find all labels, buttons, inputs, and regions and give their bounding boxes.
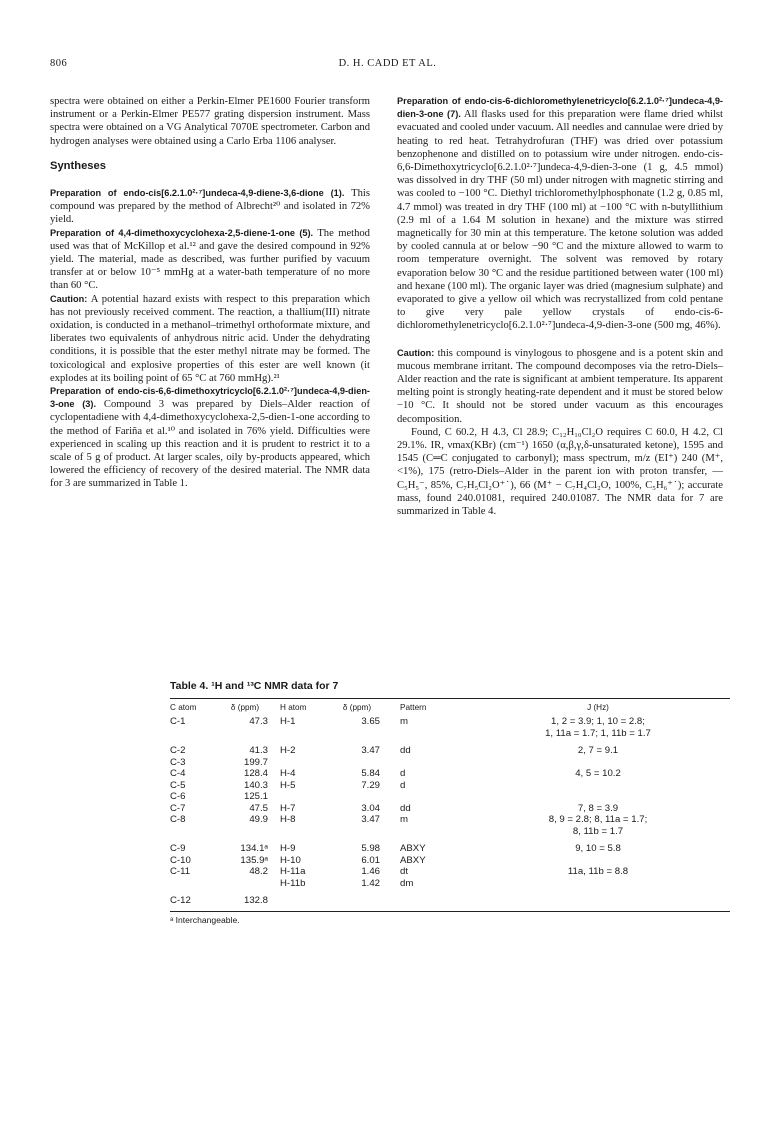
cell-pattern: dd [400, 745, 411, 756]
cell-c-atom: C-5 [170, 779, 186, 791]
cell-h-shift: 5.84 [361, 768, 380, 779]
cell-pattern: dd [400, 802, 411, 814]
cell-c-shift: 132.8 [243, 895, 268, 906]
prep-5-title: Preparation of 4,4-dimethoxycyclohexa-2,5-diene-1-one (5). [50, 227, 314, 238]
cell-c-shift: 41.3 [249, 745, 268, 756]
cell-j [466, 855, 730, 867]
cell-h-atom: H-4 [280, 768, 296, 779]
cell-j: 1, 2 = 3.9; 1, 10 = 2.8; [551, 716, 645, 727]
cell-c-atom: C-11 [170, 866, 191, 877]
cell-c-shift: 135.9ᵃ [240, 854, 268, 866]
nmr-table [170, 699, 730, 907]
cell-c-atom: C-6 [170, 791, 186, 802]
cell-pattern [400, 757, 466, 769]
cell-h-shift [334, 826, 400, 838]
cell-h-atom [280, 889, 334, 907]
cell-c-atom: C-7 [170, 802, 186, 814]
cell-c-atom [170, 878, 222, 890]
cell-c-shift [222, 878, 280, 890]
caution-2-title: Caution: [397, 347, 435, 358]
caution-title: Caution: [50, 293, 88, 304]
caution-body: A potential hazard exists with respect to this preparation which has not previously received comment. The reaction, a thallium(III) nitrate oxidation, is conducted in a methanol–trimethyl orthoformate mixture, and liberates two equivalents of anhydrous nitric acid. Under the dehydrating conditions, it is possible that the ester methyl nitrate may be formed. The toxicological and explosive properties of this ester are well known (it explodes at its boiling point of 65 °C at 760 mmHg).²¹ [50, 293, 370, 384]
cell-h-shift: 1.42 [361, 877, 380, 889]
cell-pattern: dm [400, 877, 414, 889]
cell-h-shift: 6.01 [361, 854, 380, 866]
prep-3-body: Compound 3 was prepared by Diels–Alder reaction of cyclopentadiene with 4,4-dimethoxycyclohexa-2,5-dien-1-one according to the method of Fariña et al.¹⁰ and isolated in 76% yield. Difficulties were experienced in scaling up this reaction and it is prudent to restrict it to a scale of 5 g of product. At larger scales, oily by-products appeared, which lowered the efficiency of recovery of the desired material. The NMR data for 3 are summarized in Table 1. [50, 399, 370, 490]
analysis-paragraph: Found, C 60.2, H 4.3, Cl 28.9; C₁₂H₁₀Cl₂O requires C 60.0, H 4.2, Cl 29.1%. IR, νmax(KBr) (cm⁻¹) 1650 (α,β,γ,δ-unsaturated ketone), 1595 and 1545 (C═C conjugated to carbonyl); mass spectrum, m/z (EI⁺) 240 (M⁺, <1%), 175 (retro-Diels–Alder in the parent ion with proton transfer, —C₅H₅⁻, 85%, C₇H₅Cl₂O⁺˙), 66 (M⁺ − C₇H₄Cl₂O, 100%, C₅H₆⁺˙); accurate mass, found 240.01081, required 240.01087. The NMR data for 7 are summarized in Table 4. [397, 426, 723, 518]
cell-j [466, 878, 730, 890]
cell-c-shift: 47.3 [249, 716, 268, 727]
cell-h-atom: H-2 [280, 745, 296, 756]
page-header [50, 58, 725, 72]
page-number: 806 [50, 58, 68, 69]
cell-c-shift: 48.2 [249, 866, 268, 877]
table-row [170, 814, 730, 826]
cell-pattern [400, 826, 466, 838]
cell-h-shift: 3.04 [361, 802, 380, 814]
cell-j [466, 889, 730, 907]
cell-c-shift: 140.3 [243, 779, 268, 791]
cell-j: 11a, 11b = 8.8 [567, 866, 629, 877]
cell-h-shift [334, 791, 400, 803]
table-row [170, 855, 730, 867]
cell-c-atom: C-8 [170, 814, 186, 825]
cell-h-shift [334, 889, 400, 907]
prep-3-paragraph [50, 385, 370, 491]
cell-j: 1, 11a = 1.7; 1, 11b = 1.7 [545, 727, 651, 739]
table-header-row [170, 699, 730, 716]
caution-paragraph [50, 293, 370, 385]
prep-3-title: Preparation of endo-cis-6,6-dimethoxytricyclo[6.2.1.0²·⁷]undeca-4,9-dien-3-one (3). [50, 386, 370, 410]
col-header-pattern: Pattern [400, 703, 427, 712]
prep-1-body: This compound was prepared by the method of Albrecht²⁰ and isolated in 72% yield. [50, 188, 370, 226]
cell-j: 8, 9 = 2.8; 8, 11a = 1.7; [548, 814, 648, 825]
cell-c-atom [170, 728, 222, 740]
running-head: D. H. CADD ET AL. [338, 58, 437, 69]
cell-j: 8, 11b = 1.7 [572, 825, 624, 837]
table-row [170, 768, 730, 780]
cell-h-shift: 7.29 [361, 779, 380, 791]
col-header-c-shift: δ (ppm) [230, 703, 260, 712]
cell-h-shift: 1.46 [361, 866, 380, 877]
cell-h-atom [280, 728, 334, 740]
table-row [170, 837, 730, 855]
cell-c-atom [170, 826, 222, 838]
cell-c-shift: 128.4 [243, 768, 268, 779]
cell-c-atom: C-3 [170, 756, 186, 768]
cell-c-atom: C-4 [170, 768, 186, 779]
cell-h-atom: H-5 [280, 779, 296, 791]
cell-h-atom: H-10 [280, 854, 301, 866]
cell-pattern [400, 728, 466, 740]
cell-h-atom: H-11a [280, 866, 306, 877]
cell-c-atom: C-10 [170, 854, 191, 866]
table-row [170, 739, 730, 757]
cell-h-atom: H-11b [280, 877, 306, 889]
table-body [170, 716, 730, 907]
prep-7-paragraph [397, 95, 723, 333]
right-column [397, 95, 723, 518]
cell-j: 4, 5 = 10.2 [575, 768, 621, 779]
table-row [170, 889, 730, 907]
table-row [170, 803, 730, 815]
prep-5-paragraph [50, 227, 370, 293]
prep-1-title: Preparation of endo-cis[6.2.1.0²·⁷]undeca-4,9-diene-3,6-dione (1). [50, 188, 345, 199]
cell-pattern: ABXY [400, 843, 426, 854]
left-column [50, 95, 370, 491]
cell-h-atom [280, 826, 334, 838]
cell-j: 9, 10 = 5.8 [575, 843, 621, 854]
cell-pattern: ABXY [400, 854, 426, 866]
cell-c-atom: C-2 [170, 745, 186, 756]
intro-paragraph: spectra were obtained on either a Perkin-Elmer PE1600 Fourier transform instrument or a Perkin-Elmer PE577 grating dispersion instrument. Mass spectra were obtained on a VG Analytical 7070E spectrometer. Carbon and hydrogen analyses were obtained using a Carlo Erba 1106 analyser. [50, 96, 370, 147]
section-heading: Syntheses [50, 159, 106, 172]
cell-pattern [400, 791, 466, 803]
table-row [170, 826, 730, 838]
cell-h-shift [334, 728, 400, 740]
prep-7-body: All flasks used for this preparation were flame dried whilst evacuated and cooled under vacuum. All needles and cannulae were dried by heating to red heat. Tetrahydrofuran (THF) was dried over potassium benzophenone and distilled on to potassium wire under nitrogen. endo-cis-6,6-Dimethoxytricyclo[6.2.1.0²·⁷]undeca-4,9-dien-3-one (1 g, 4.5 mmol) was dissolved in dry THF (50 ml) under nitrogen with magnetic stirring and was cooled to −100 °C. Diethyl trichloromethylphosphonate (1.2 g, 0.85 ml, 4.7 mmol) was treated in dry THF (100 ml) at −100 °C with n-butyllithium (2.9 ml of a 1.64 M solution in hexane) and the mixture was stirred magnetically for 30 min at this temperature. The ketone solution was added by cooled cannula at or below −90 °C and the mixture allowed to warm to room temperature overnight. The solvent was removed by rotary evaporation below 30 °C and the residue partitioned between water (100 ml) and hexane (100 ml). The organic layer was dried (magnesium sulphate) and evaporated to give a yellow oil which was recrystallized from cold pentane to give very pale yellow crystals of endo-cis-6-dichloromethylenetricyclo[6.2.1.0²·⁷]undeca-4,9-dien-3-one (500 mg, 46%). [397, 109, 723, 332]
table-row [170, 780, 730, 792]
cell-h-atom: H-1 [280, 716, 296, 727]
nmr-table-block [170, 680, 730, 925]
table-footnote: ᵃ Interchangeable. [170, 914, 240, 925]
cell-c-shift [222, 826, 280, 838]
table-row [170, 791, 730, 803]
cell-c-shift: 47.5 [249, 802, 268, 814]
table-row [170, 866, 730, 878]
cell-c-atom: C-1 [170, 716, 186, 727]
cell-j [466, 757, 730, 769]
prep-1-paragraph [50, 187, 370, 227]
cell-j [466, 780, 730, 792]
cell-h-shift: 3.47 [361, 814, 380, 825]
caution-2-body: this compound is vinylogous to phosgene and is a potent skin and mucous membrane irritant. The compound decomposes via the retro-Diels–Alder reaction and the rate is significant at ambient temperature. Its apparent melting point is strongly heating-rate dependent and it must be stored below −10 °C. It should not be stored under vacuum as this encourages decomposition. [397, 347, 723, 425]
cell-h-shift [334, 757, 400, 769]
cell-pattern: dt [400, 866, 409, 877]
cell-pattern: d [400, 779, 406, 791]
table-header [170, 699, 730, 716]
cell-j: 2, 7 = 9.1 [577, 745, 619, 756]
cell-c-shift: 134.1ᵃ [240, 843, 268, 854]
col-header-h-atom: H atom [280, 703, 307, 712]
cell-h-atom: H-8 [280, 814, 296, 825]
cell-j [466, 791, 730, 803]
cell-pattern [400, 889, 466, 907]
col-header-h-shift: δ (ppm) [342, 703, 372, 712]
cell-h-shift: 3.47 [361, 745, 380, 756]
cell-h-atom: H-9 [280, 843, 296, 854]
cell-c-shift: 199.7 [243, 756, 268, 768]
cell-h-shift: 3.65 [361, 716, 380, 727]
cell-c-shift [222, 728, 280, 740]
table-row [170, 728, 730, 740]
cell-pattern: m [400, 814, 408, 825]
cell-h-shift: 5.98 [361, 843, 380, 854]
prep-5-body: The method used was that of McKillop et al.¹² and gave the desired compound in 92% yield. The material, made as described, was further purified by vacuum transfer at or below 10⁻⁵ mmHg at a water-bath temperature of no more than 60 °C. [50, 227, 370, 292]
col-header-j: J (Hz) [587, 703, 609, 712]
prep-7-title: Preparation of endo-cis-6-dichloromethylenetricyclo[6.2.1.0²·⁷]undeca-4,9-dien-3-one (7). [397, 96, 723, 120]
table-row [170, 878, 730, 890]
cell-pattern: d [400, 768, 406, 779]
cell-h-atom [280, 757, 334, 769]
table-row [170, 716, 730, 728]
table-bottom-rule [170, 911, 730, 912]
col-header-c-atom: C atom [170, 703, 197, 712]
table-row [170, 757, 730, 769]
caution-2-paragraph [397, 347, 723, 426]
cell-h-atom: H-7 [280, 802, 296, 814]
cell-c-shift: 125.1 [243, 791, 268, 802]
cell-c-atom: C-12 [170, 895, 191, 906]
table-title: Table 4. ¹H and ¹³C NMR data for 7 [170, 680, 339, 692]
cell-pattern: m [400, 716, 408, 727]
cell-c-shift: 49.9 [249, 814, 268, 825]
cell-h-atom [280, 791, 334, 803]
cell-c-atom: C-9 [170, 843, 186, 854]
cell-j: 7, 8 = 3.9 [577, 802, 619, 814]
